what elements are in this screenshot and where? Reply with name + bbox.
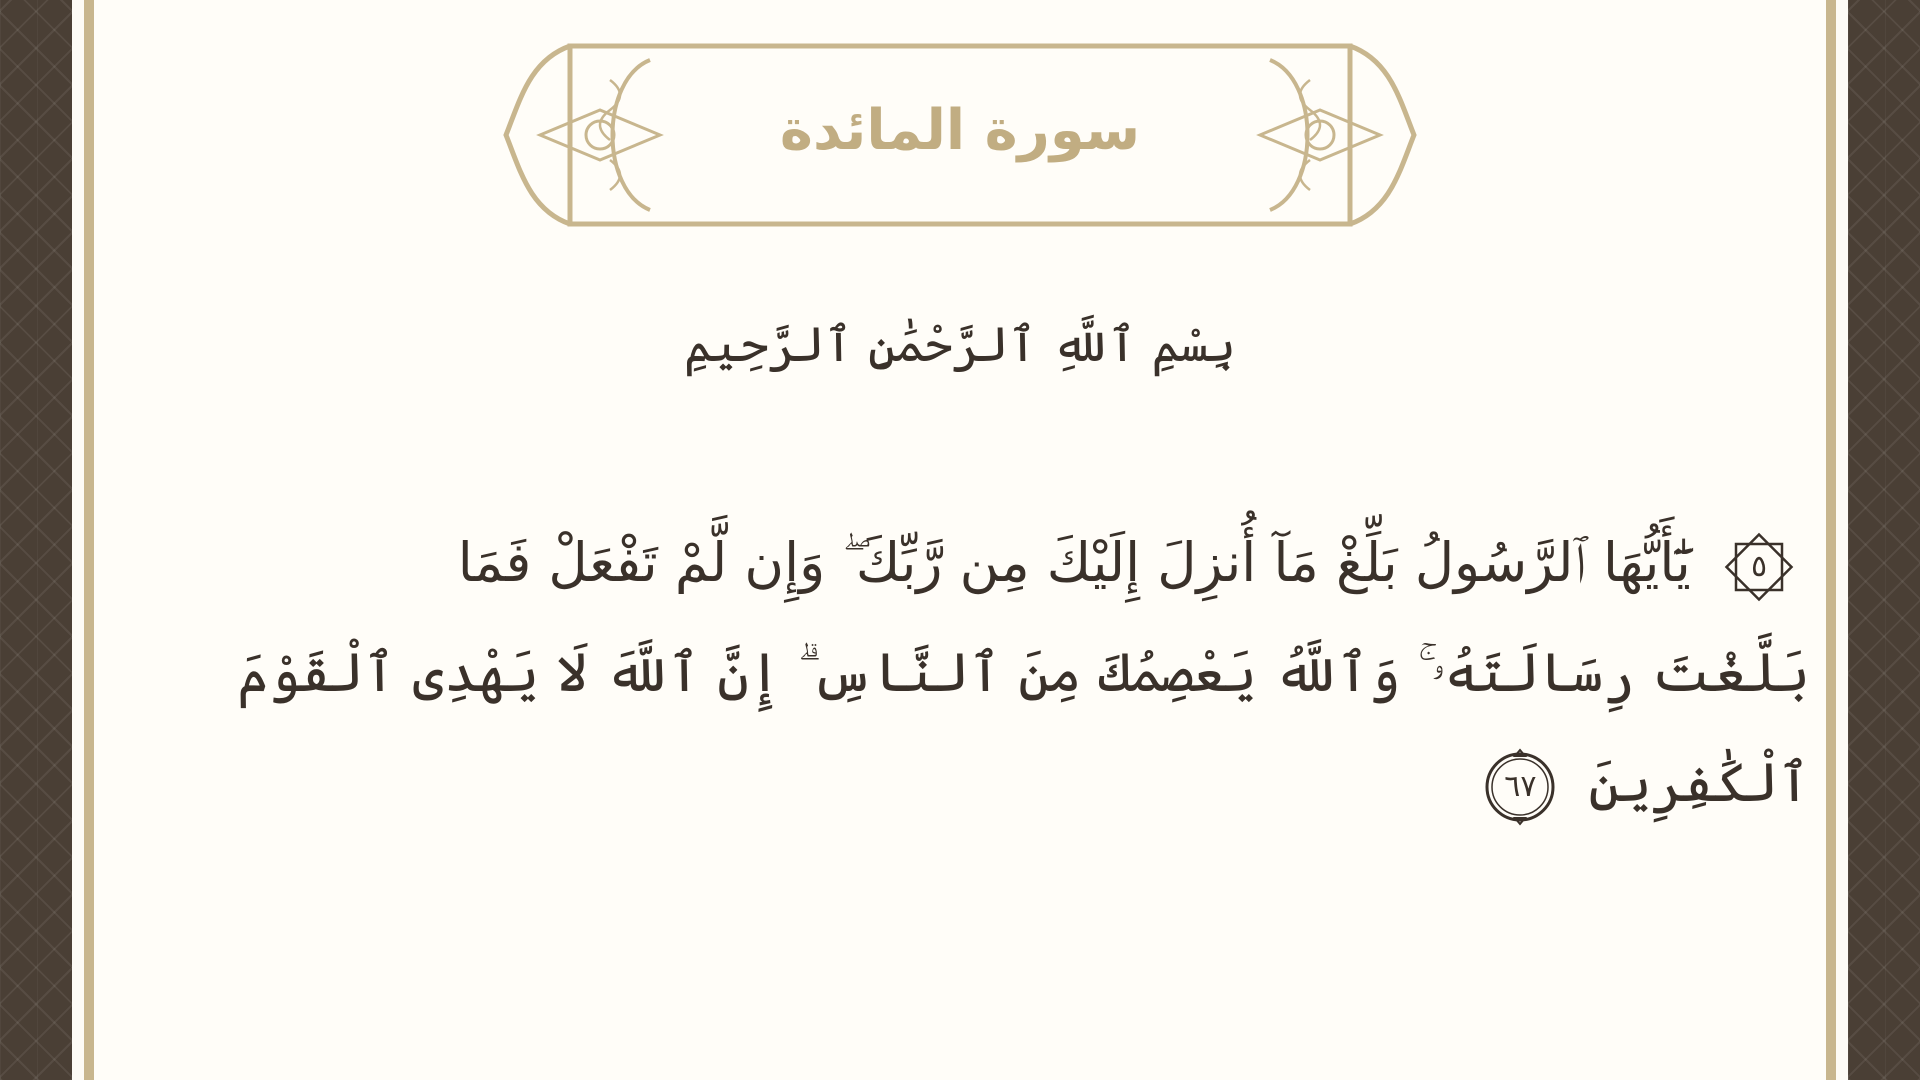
verse-line-1-text: يَٰٓأَيُّهَا ٱلرَّسُولُ بَلِّغْ مَآ أُنزِلَ إِلَيْكَ مِن رَّبِّكَ ۖ وَإِن لَّمْ تَفْعَلْ فَمَا (457, 531, 1691, 594)
verse-text (237, 508, 1810, 838)
verse-line-1 (270, 508, 1810, 618)
verse-line-3-text: ٱلْكَٰفِرِينَ (1588, 751, 1810, 814)
left-ornament-panel (0, 0, 72, 1080)
right-ornament-panel (1848, 0, 1920, 1080)
basmala: بِسْمِ ٱللَّهِ ٱلرَّحْمَٰنِ ٱلرَّحِيمِ (683, 317, 1237, 373)
verse-line-3 (270, 728, 1810, 838)
verse-number: ٦٧ (1504, 769, 1537, 804)
verse-line-2 (237, 618, 1810, 728)
rub-el-hizb-marker (1720, 528, 1798, 606)
surah-header-frame (500, 40, 1420, 230)
left-border-line (84, 0, 94, 1080)
surah-title: سورة المائدة (779, 97, 1141, 163)
verse-line-2-text: بَلَّغْتَ رِسَالَتَهُۥ ۚ وَٱللَّهُ يَعْصِمُكَ مِنَ ٱلنَّاسِ ۗ إِنَّ ٱللَّهَ لَا يَهْدِى ٱلْقَوْمَ (237, 641, 1810, 704)
verse-number-medallion (1481, 748, 1559, 826)
rub-marker-number: ٥ (1750, 549, 1768, 584)
right-border-line (1826, 0, 1836, 1080)
